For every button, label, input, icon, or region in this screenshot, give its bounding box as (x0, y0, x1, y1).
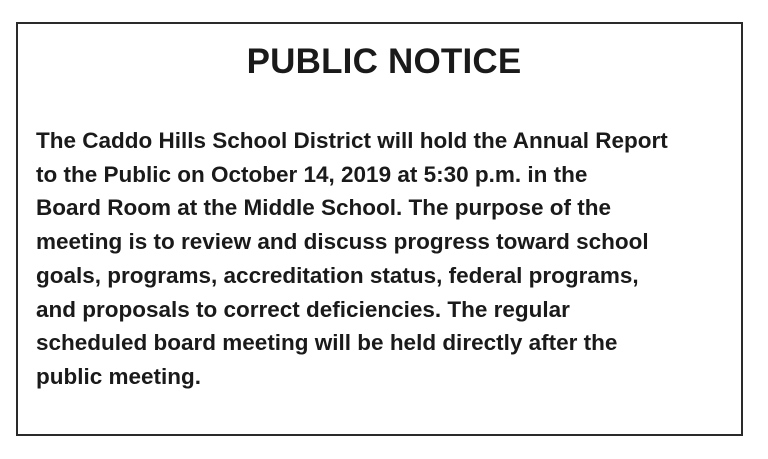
notice-title: PUBLIC NOTICE (246, 42, 522, 81)
notice-body-line: public meeting. (36, 363, 202, 389)
notice-body (36, 124, 736, 394)
notice-body-line: goals, programs, accreditation status, federal programs, (36, 262, 639, 288)
notice-body-line: Board Room at the Middle School. The purpose of the (36, 195, 612, 221)
notice-body-line: The Caddo Hills School District will hold the Annual Report (36, 128, 668, 153)
notice-body-line: meeting is to review and discuss progress toward school (36, 229, 649, 255)
notice-body-line: scheduled board meeting will be held directly after the (36, 330, 618, 356)
notice-body-line: and proposals to correct deficiencies. The regular (36, 296, 570, 322)
notice-body-line: to the Public on October 14, 2019 at 5:30 p.m. in the (36, 161, 588, 187)
